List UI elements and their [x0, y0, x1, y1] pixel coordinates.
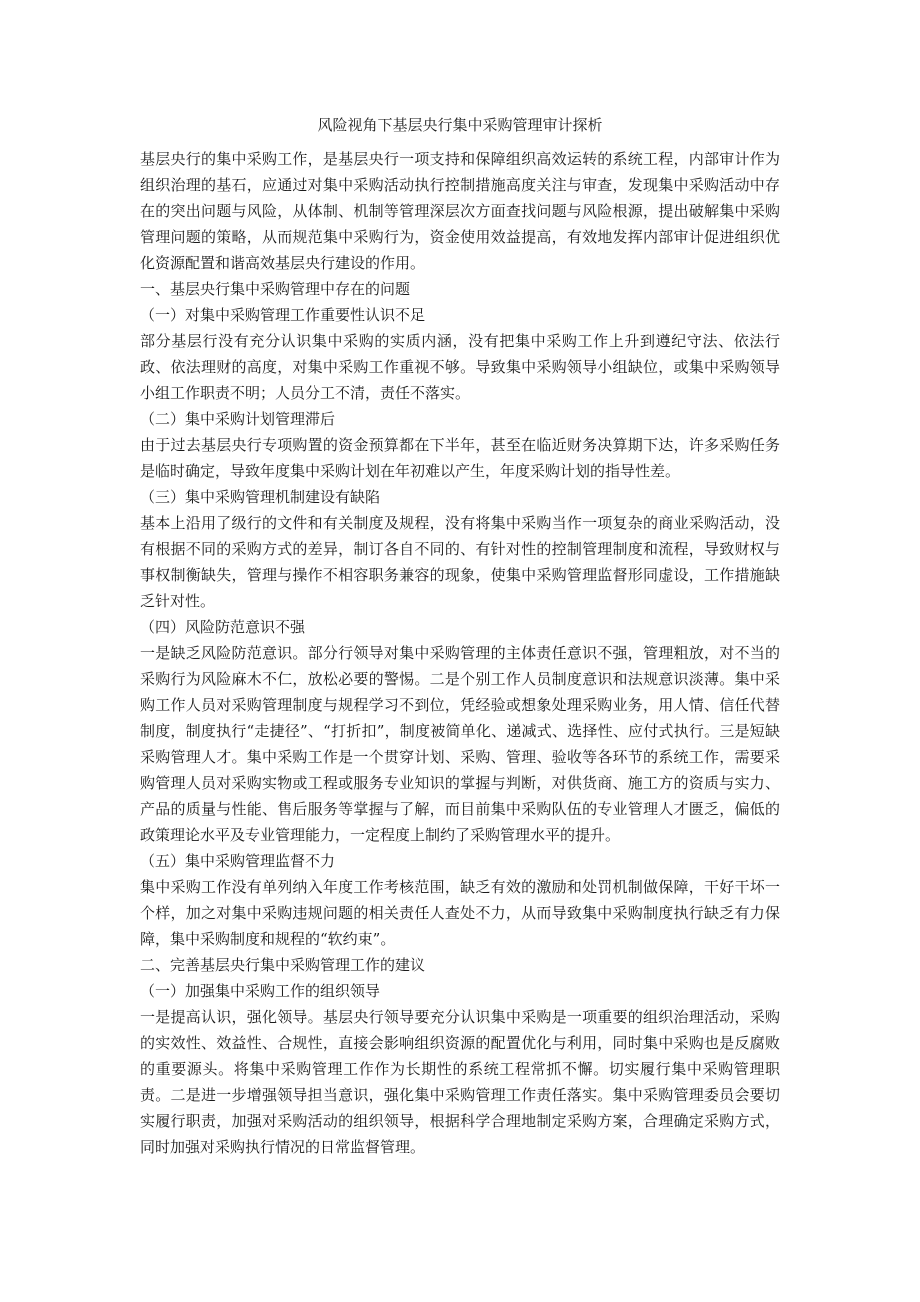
intro-paragraph: 基层央行的集中采购工作，是基层央行一项支持和保障组织高效运转的系统工程，内部审计作为组织治理的基石，应通过对集中采购活动执行控制措施高度关注与审查，发现集中采购活动中存在的突出问题与风险，从体制、机制等管理深层次方面查找问题与风险根源，提出破解集中采购管理问题的策略，从而规范集中采购行为，资金使用效益提高，有效地发挥内部审计促进组织优化资源配置和谐高效基层央行建设的作用。: [140, 150, 780, 272]
section-1-5-body: 集中采购工作没有单列纳入年度工作考核范围，缺乏有效的激励和处罚机制做保障，干好干坏一个样，加之对集中采购违规问题的相关责任人查处不力，从而导致集中采购制度执行缺乏有力保障，集中采购制度和规程的“软约束”。: [140, 878, 780, 948]
section-2-heading: 二、完善基层央行集中采购管理工作的建议: [140, 956, 426, 974]
section-1-4-body: 一是缺乏风险防范意识。部分行领导对集中采购管理的主体责任意识不强，管理粗放，对不当的采购行为风险麻木不仁，放松必要的警惕。二是个别工作人员制度意识和法规意识淡薄。集中采购工作人员对采购管理制度与规程学习不到位，凭经验或想象处理采购业务，用人情、信任代替制度，制度执行“走捷径”、“打折扣”，制度被简单化、递减式、选择性、应付式执行。三是短缺采购管理人才。集中采购工作是一个贯穿计划、采购、管理、验收等各环节的系统工作，需要采购管理人员对采购实物或工程或服务专业知识的掌握与判断，对供货商、施工方的资质与实力、产品的质量与性能、售后服务等掌握与了解，而目前集中采购队伍的专业管理人才匮乏，偏低的政策理论水平及专业管理能力，一定程度上制约了采购管理水平的提升。: [140, 644, 780, 844]
section-1-5-heading: （五）集中采购管理监督不力: [140, 852, 336, 870]
section-1-2-body: 由于过去基层央行专项购置的资金预算都在下半年，甚至在临近财务决算期下达，许多采购任务是临时确定，导致年度集中采购计划在年初难以产生，年度采购计划的指导性差。: [140, 436, 780, 480]
section-2-1-body: 一是提高认识，强化领导。基层央行领导要充分认识集中采购是一项重要的组织治理活动，采购的实效性、效益性、合规性，直接会影响组织资源的配置优化与利用，同时集中采购也是反腐败的重要源头。将集中采购管理工作作为长期性的系统工程常抓不懈。切实履行集中采购管理职责。二是进一步增强领导担当意识，强化集中采购管理工作责任落实。集中采购管理委员会要切实履行职责，加强对采购活动的组织领导，根据科学合理地制定采购方案，合理确定采购方式，同时加强对采购执行情况的日常监督管理。: [140, 1008, 780, 1156]
section-1-1-heading: （一）对集中采购管理工作重要性认识不足: [140, 306, 426, 324]
section-1-1-body: 部分基层行没有充分认识集中采购的实质内涵，没有把集中采购工作上升到遵纪守法、依法行政、依法理财的高度，对集中采购工作重视不够。导致集中采购领导小组缺位，或集中采购领导小组工作职责不明；人员分工不清，责任不落实。: [140, 332, 780, 402]
section-1-heading: 一、基层央行集中采购管理中存在的问题: [140, 280, 411, 298]
section-1-3-body: 基本上沿用了级行的文件和有关制度及规程，没有将集中采购当作一项复杂的商业采购活动，没有根据不同的采购方式的差异，制订各自不同的、有针对性的控制管理制度和流程，导致财权与事权制衡缺失，管理与操作不相容职务兼容的现象，使集中采购管理监督形同虚设，工作措施缺乏针对性。: [140, 514, 780, 610]
section-2-1-heading: （一）加强集中采购工作的组织领导: [140, 982, 381, 1000]
section-1-4-heading: （四）风险防范意识不强: [140, 618, 306, 636]
section-1-3-heading: （三）集中采购管理机制建设有缺陷: [140, 488, 381, 506]
document-title: 风险视角下基层央行集中采购管理审计探析: [317, 116, 603, 134]
section-1-2-heading: （二）集中采购计划管理滞后: [140, 410, 336, 428]
document-page: [140, 112, 780, 1160]
